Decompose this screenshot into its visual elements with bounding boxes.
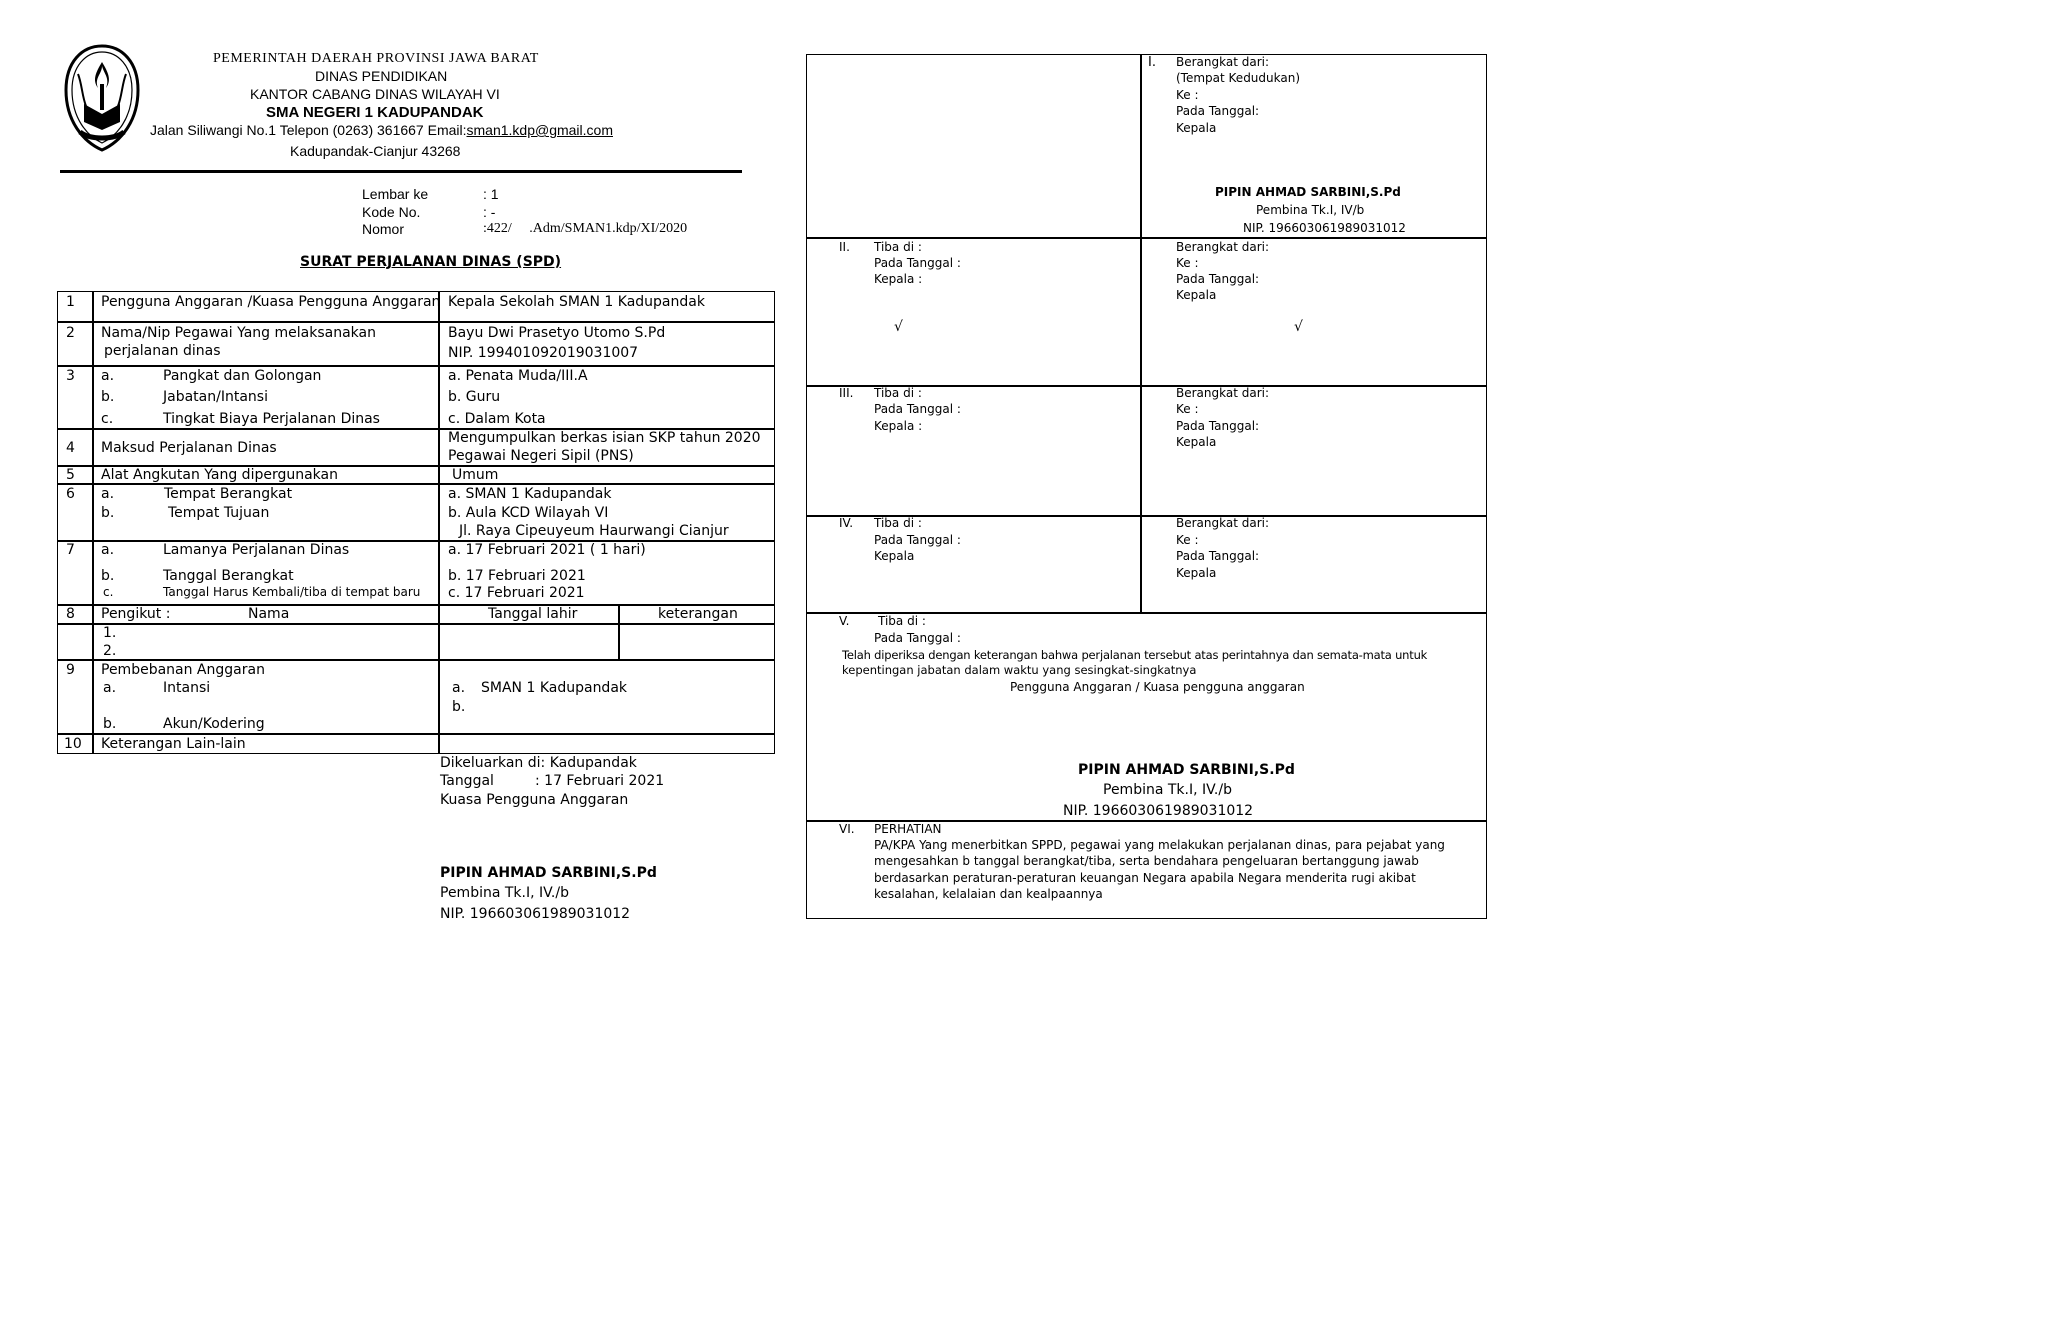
row-number: 2	[66, 325, 75, 341]
kode-label: Kode No.	[362, 204, 421, 220]
s3-tiba: Tiba di :	[874, 386, 922, 400]
row8-label: Pengikut :	[101, 606, 171, 622]
row3-b: b.	[101, 389, 115, 405]
kode-value: : -	[483, 204, 496, 220]
row2-label-2: perjalanan dinas	[104, 343, 221, 359]
s5-signer-rank: Pembina Tk.I, IV./b	[1103, 782, 1232, 798]
row5-label: Alat Angkutan Yang dipergunakan	[101, 467, 338, 483]
col-divider-3	[618, 604, 620, 660]
s4-right-2: Ke :	[1176, 533, 1199, 547]
col-divider-1	[92, 291, 94, 753]
issued-place: Dikeluarkan di: Kadupandak	[440, 755, 637, 771]
s5-signer-nip: NIP. 196603061989031012	[1063, 803, 1254, 819]
s1-line5: Kepala	[1176, 121, 1217, 135]
s1-line1: Berangkat dari:	[1176, 55, 1270, 69]
s2-tgl: Pada Tanggal :	[874, 256, 961, 270]
s6-line-2: mengesahkan b tanggal berangkat/tiba, serta bendahara pengeluaran bertanggung jawab	[874, 854, 1419, 868]
col-divider-2	[438, 291, 440, 753]
row3-c-value: c. Dalam Kota	[448, 411, 546, 427]
s5-signer-name: PIPIN AHMAD SARBINI,S.Pd	[1078, 762, 1295, 778]
row7-a: a.	[101, 542, 115, 558]
lembar-value: : 1	[483, 186, 499, 202]
row7-b-value: b. 17 Februari 2021	[448, 568, 586, 584]
s1-signer-name: PIPIN AHMAD SARBINI,S.Pd	[1215, 185, 1401, 199]
row7-a-label: Lamanya Perjalanan Dinas	[163, 542, 350, 558]
row6-a-label: Tempat Berangkat	[164, 486, 293, 502]
row7-c-value: c. 17 Februari 2021	[448, 585, 585, 601]
row6-b-label: Tempat Tujuan	[168, 505, 270, 521]
s2-right-4: Kepala	[1176, 288, 1217, 302]
row2-label-1: Nama/Nip Pegawai Yang melaksanakan	[101, 325, 376, 341]
row7-a-value: a. 17 Februari 2021 ( 1 hari)	[448, 542, 646, 558]
letterhead-line3: KANTOR CABANG DINAS WILAYAH VI	[250, 86, 500, 102]
s5-tgl: Pada Tanggal :	[874, 631, 961, 645]
row9-a: a.	[103, 680, 117, 696]
row4-value-1: Mengumpulkan berkas isian SKP tahun 2020	[448, 430, 761, 446]
section-num: IV.	[839, 516, 854, 530]
row8-item-1: 1.	[103, 625, 117, 641]
s1-line2: (Tempat Kedudukan)	[1176, 71, 1301, 85]
row-number: 3	[66, 368, 75, 384]
s6-line-3: berdasarkan peraturan-peraturan keuangan Negara apabila Negara menderita rugi akibat	[874, 871, 1416, 885]
row-number: 1	[66, 294, 75, 310]
issued-date-value: : 17 Februari 2021	[535, 773, 665, 789]
row-number: 10	[64, 736, 82, 752]
nomor-label: Nomor	[362, 221, 405, 237]
s5-role: Pengguna Anggaran / Kuasa pengguna anggaran	[1010, 680, 1305, 694]
s4-kepala: Kepala	[874, 549, 915, 563]
row6-a: a.	[101, 486, 115, 502]
row9-a-value: SMAN 1 Kadupandak	[481, 680, 628, 696]
row3-b-value: b. Guru	[448, 389, 501, 405]
row-number: 9	[66, 662, 75, 678]
row3-a-label: Pangkat dan Golongan	[163, 368, 322, 384]
row-line	[57, 659, 774, 661]
s1-signer-rank: Pembina Tk.I, IV/b	[1256, 203, 1365, 217]
row6-b: b.	[101, 505, 115, 521]
s3-right-1: Berangkat dari:	[1176, 386, 1270, 400]
section-num: II.	[839, 240, 850, 254]
s2-right-2: Ke :	[1176, 256, 1199, 270]
row4-value-2: Pegawai Negeri Sipil (PNS)	[448, 448, 634, 464]
row4-label: Maksud Perjalanan Dinas	[101, 440, 277, 456]
row7-c-label: Tanggal Harus Kembali/tiba di tempat baru	[163, 585, 421, 599]
school-name: SMA NEGERI 1 KADUPANDAK	[266, 104, 484, 121]
row6-b-value: b. Aula KCD Wilayah VI	[448, 505, 609, 521]
government-logo	[62, 44, 142, 152]
row3-b-label: Jabatan/Intansi	[163, 389, 268, 405]
row3-c: c.	[101, 411, 114, 427]
row-number: 4	[66, 440, 75, 456]
s6-title: PERHATIAN	[874, 822, 942, 836]
row9-label: Pembebanan Anggaran	[101, 662, 265, 678]
s3-right-3: Pada Tanggal:	[1176, 419, 1260, 433]
signer-nip: NIP. 196603061989031012	[440, 906, 631, 922]
row8-col-ket: keterangan	[658, 606, 738, 622]
s3-right-2: Ke :	[1176, 402, 1199, 416]
s6-line-1: PA/KPA Yang menerbitkan SPPD, pegawai yang melakukan perjalanan dinas, para pejabat yang	[874, 838, 1445, 852]
row-number: 8	[66, 606, 75, 622]
check-mark-icon: √	[1294, 319, 1303, 335]
city-line: Kadupandak-Cianjur 43268	[290, 143, 461, 159]
row9-a-label: Intansi	[163, 680, 211, 696]
section-num: III.	[839, 386, 854, 400]
s2-tiba: Tiba di :	[874, 240, 922, 254]
s1-line3: Ke :	[1176, 88, 1199, 102]
row1-label: Pengguna Anggaran /Kuasa Pengguna Anggaran	[101, 294, 441, 310]
s2-kepala: Kepala :	[874, 272, 923, 286]
s2-right-1: Berangkat dari:	[1176, 240, 1270, 254]
s5-text-1: Telah diperiksa dengan keterangan bahwa perjalanan tersebut atas perintahnya dan semata-mata untuk	[842, 648, 1428, 662]
row9-b-label: Akun/Kodering	[163, 716, 265, 732]
row1-value: Kepala Sekolah SMAN 1 Kadupandak	[448, 294, 705, 310]
row-line	[57, 365, 774, 367]
lembar-label: Lembar ke	[362, 186, 429, 202]
s4-right-4: Kepala	[1176, 566, 1217, 580]
s1-line4: Pada Tanggal:	[1176, 104, 1260, 118]
signer-name: PIPIN AHMAD SARBINI,S.Pd	[440, 865, 657, 881]
s4-tgl: Pada Tanggal :	[874, 533, 961, 547]
row-number: 7	[66, 542, 75, 558]
row8-col-tgl: Tanggal lahir	[488, 606, 578, 622]
row8-col-nama: Nama	[248, 606, 290, 622]
row6-a-value: a. SMAN 1 Kadupandak	[448, 486, 612, 502]
row-number: 5	[66, 467, 75, 483]
row7-c: c.	[103, 585, 114, 599]
row7-b: b.	[101, 568, 115, 584]
row-line	[57, 483, 774, 485]
section-line	[806, 237, 1486, 239]
right-col-divider	[1140, 54, 1142, 613]
section-num: I.	[1148, 55, 1156, 70]
s1-signer-nip: NIP. 196603061989031012	[1243, 221, 1406, 235]
section-num: VI.	[839, 822, 855, 836]
nomor-value: :422/ .Adm/SMAN1.kdp/XI/2020	[483, 221, 688, 236]
issued-role: Kuasa Pengguna Anggaran	[440, 792, 629, 808]
signer-rank: Pembina Tk.I, IV./b	[440, 885, 569, 901]
s4-right-1: Berangkat dari:	[1176, 516, 1270, 530]
issued-date-label: Tanggal	[440, 773, 494, 789]
row6-b-value-2: Jl. Raya Cipeuyeum Haurwangi Cianjur	[459, 523, 729, 539]
row8-item-2: 2.	[103, 643, 117, 659]
letterhead-line1: PEMERINTAH DAERAH PROVINSI JAWA BARAT	[213, 51, 539, 66]
check-mark-icon: √	[894, 319, 903, 335]
s5-tiba: Tiba di :	[878, 614, 926, 628]
row10-label: Keterangan Lain-lain	[101, 736, 246, 752]
row3-c-label: Tingkat Biaya Perjalanan Dinas	[163, 411, 380, 427]
row-line	[57, 733, 774, 735]
s5-text-2: kepentingan jabatan dalam waktu yang sesingkat-singkatnya	[842, 663, 1197, 677]
s6-line-4: kesalahan, kelalaian dan kealpaannya	[874, 887, 1103, 901]
address-line	[150, 122, 613, 138]
s3-kepala: Kepala :	[874, 419, 923, 433]
letterhead-divider	[60, 170, 742, 173]
row7-b-label: Tanggal Berangkat	[163, 568, 294, 584]
row-line	[57, 623, 774, 625]
s3-tgl: Pada Tanggal :	[874, 402, 961, 416]
row-number: 6	[66, 486, 75, 502]
s2-right-3: Pada Tanggal:	[1176, 272, 1260, 286]
document-title: SURAT PERJALANAN DINAS (SPD)	[300, 254, 562, 270]
section-num: V.	[839, 614, 850, 628]
row3-a: a.	[101, 368, 115, 384]
s4-tiba: Tiba di :	[874, 516, 922, 530]
row9-a-value-prefix: a.	[452, 680, 466, 696]
row5-value: Umum	[452, 467, 499, 483]
address-text: Jalan Siliwangi No.1 Telepon (0263) 361667 Email:	[150, 122, 467, 138]
letterhead-line2: DINAS PENDIDIKAN	[315, 68, 448, 84]
row-line	[57, 321, 774, 323]
row9-b-value: b.	[452, 699, 466, 715]
s3-right-4: Kepala	[1176, 435, 1217, 449]
row2-value-2: NIP. 199401092019031007	[448, 345, 639, 361]
row9-b: b.	[103, 716, 117, 732]
email-link[interactable]: sman1.kdp@gmail.com	[466, 122, 613, 138]
s4-right-3: Pada Tanggal:	[1176, 549, 1260, 563]
row3-a-value: a. Penata Muda/III.A	[448, 368, 588, 384]
row2-value-1: Bayu Dwi Prasetyo Utomo S.Pd	[448, 325, 666, 341]
